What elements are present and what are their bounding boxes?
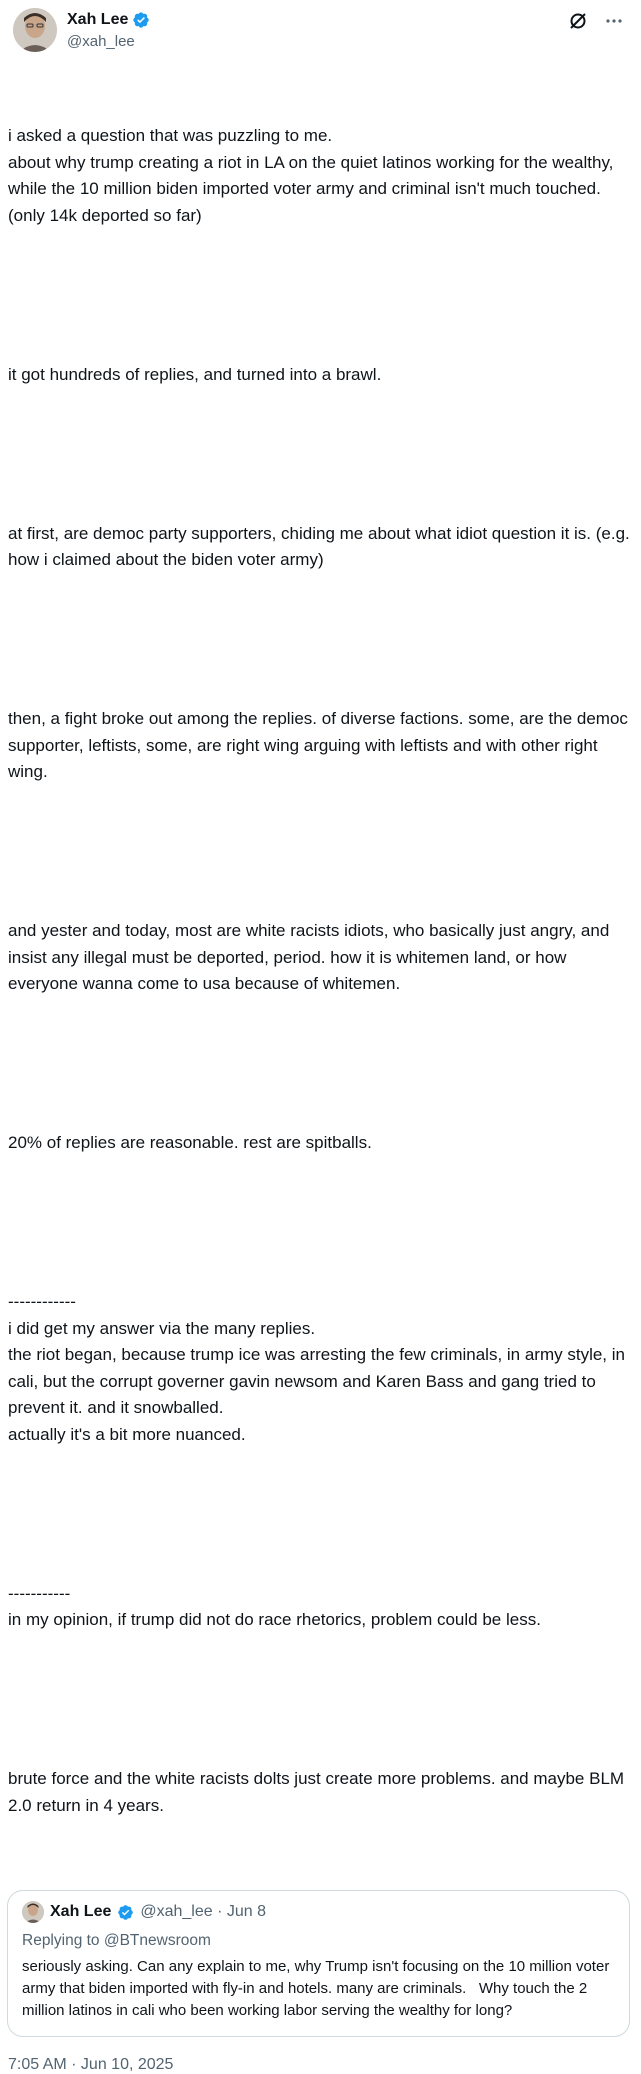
top-actions bbox=[567, 10, 625, 32]
tweet-timestamp[interactable]: 7:05 AM · Jun 10, 2025 bbox=[8, 2056, 174, 2073]
replying-to-handle[interactable]: @BTnewsroom bbox=[103, 1932, 211, 1949]
author-name[interactable]: Xah Lee bbox=[67, 11, 129, 28]
quoted-tweet[interactable] bbox=[7, 1890, 630, 2037]
quoted-handle-date: @xah_lee · Jun 8 bbox=[140, 1903, 267, 1920]
tweet-paragraph: at first, are democ party supporters, chiding me about what idiot question it is. (e.g. how i claimed about the biden voter army) bbox=[8, 523, 635, 569]
tweet-paragraph: i asked a question that was puzzling to me. about why trump creating a riot in LA on the quiet latinos working for the wealthy, while the 10 million biden imported voter army and criminal isn't much touched. (only 14k deported so far) bbox=[8, 126, 614, 225]
replying-to bbox=[22, 1931, 615, 1951]
tweet-paragraph: ----------- in my opinion, if trump did not do race rhetorics, problem could be less. bbox=[8, 1583, 541, 1629]
more-dots-icon[interactable] bbox=[603, 10, 625, 32]
author-handle[interactable]: @xah_lee bbox=[67, 33, 135, 50]
person-photo-avatar-icon bbox=[22, 1901, 44, 1923]
tweet-paragraph: then, a fight broke out among the replies. of diverse factions. some, are the democ supporter, leftists, some, are right wing arguing with leftists and with other right wing. bbox=[8, 709, 633, 781]
verified-badge-icon bbox=[117, 1904, 134, 1921]
tweet-paragraph: and yester and today, most are white racists idiots, who basically just angry, and insist any illegal must be deported, period. how it is whitemen land, or how everyone wanna come to usa because of whitemen. bbox=[8, 921, 615, 993]
tweet-paragraph: brute force and the white racists dolts just create more problems. and maybe BLM 2.0 return in 4 years. bbox=[8, 1769, 629, 1815]
tweet-header bbox=[7, 0, 633, 62]
verified-badge-icon bbox=[132, 11, 150, 29]
quoted-author-name: Xah Lee bbox=[50, 1903, 112, 1920]
tweet-paragraph: 20% of replies are reasonable. rest are spitballs. bbox=[8, 1133, 372, 1152]
author-block bbox=[67, 10, 150, 52]
tweet-paragraph: it got hundreds of replies, and turned into a brawl. bbox=[8, 364, 382, 384]
replying-prefix: Replying to bbox=[22, 1932, 104, 1949]
avatar[interactable] bbox=[13, 8, 57, 52]
quoted-header bbox=[22, 1901, 615, 1923]
quoted-avatar bbox=[22, 1901, 44, 1923]
quoted-text: seriously asking. Can any explain to me, why Trump isn't focusing on the 10 million voter army that biden imported with fly-in and hotels. many are criminals. Why touch the 2 million latinos in cali who been working labor serving the wealthy for long? bbox=[22, 1958, 614, 2019]
tweet-paragraph: ------------ i did get my answer via the many replies. the riot began, because trump ice was arresting the few criminals, in army style, in cali, but the corrupt governer gavin newsom and Karen Bass and gang tried to prevent it. and it snowballed. actually it's a bit more nuanced. bbox=[8, 1292, 625, 1444]
person-photo-avatar-icon bbox=[13, 8, 57, 52]
grok-slash-icon[interactable] bbox=[567, 10, 589, 32]
tweet-text bbox=[7, 70, 633, 1872]
